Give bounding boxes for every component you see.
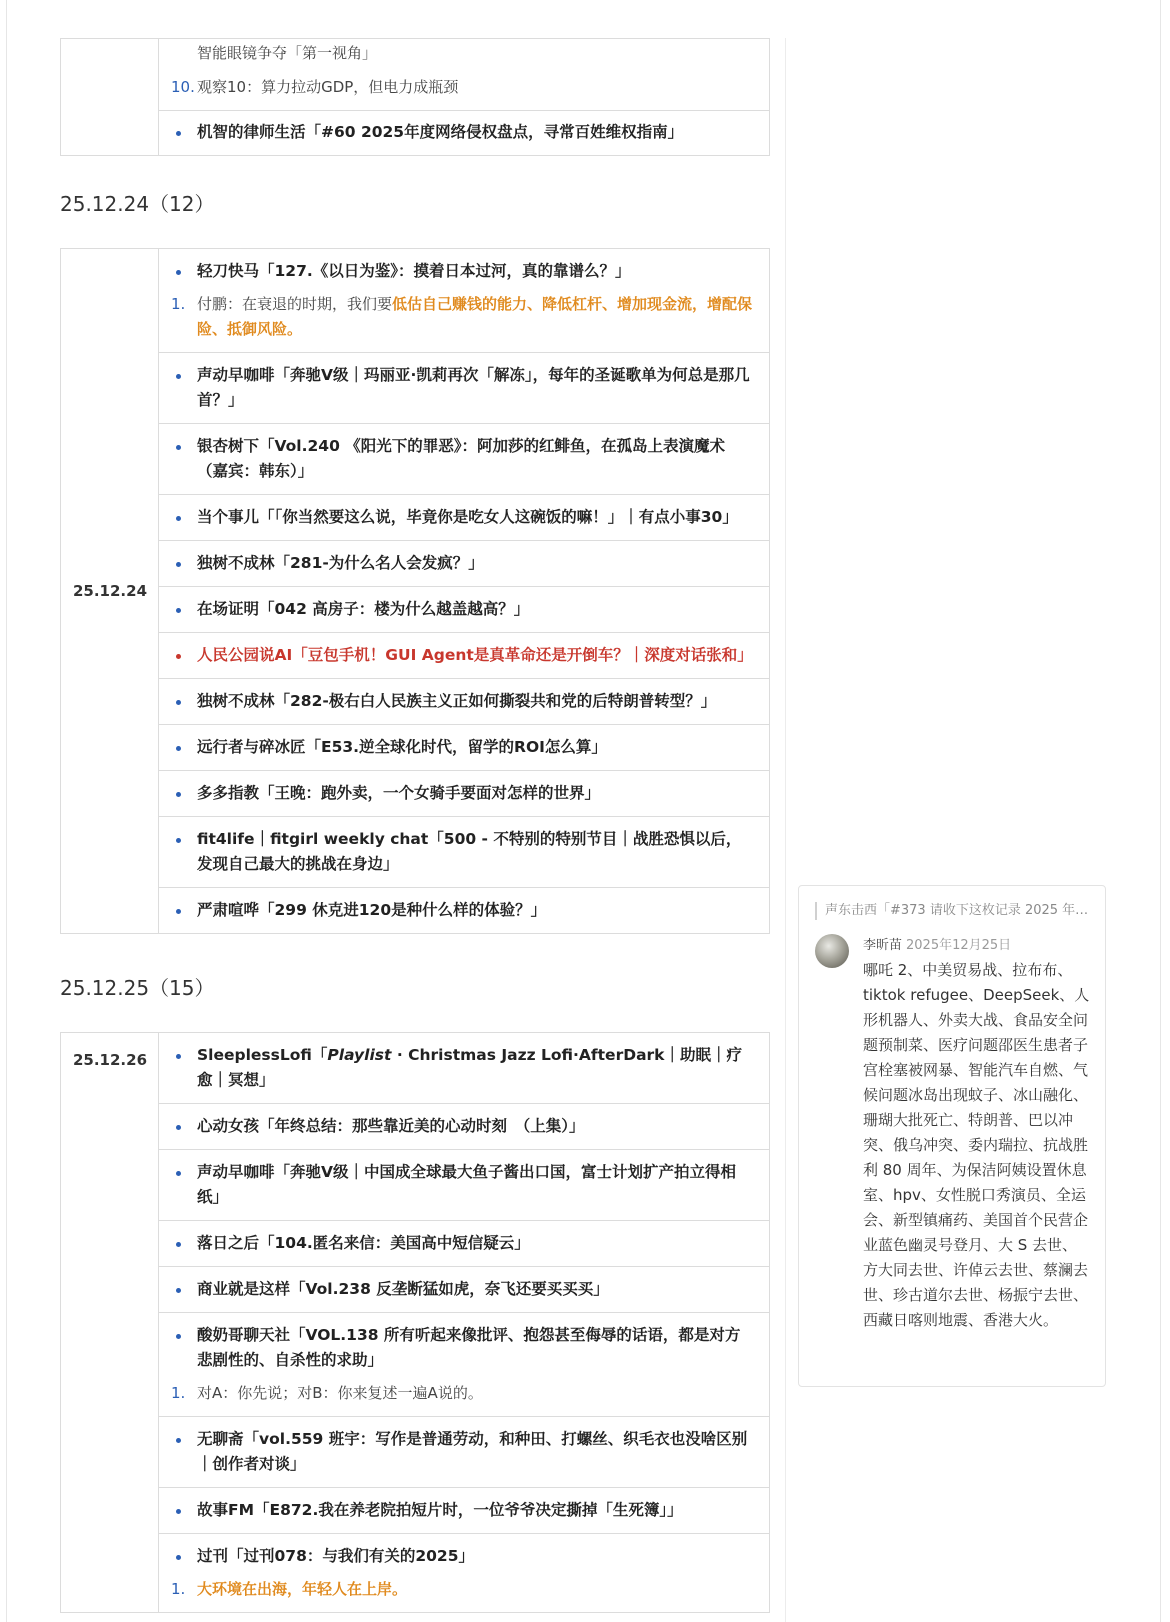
- table-row: [159, 1033, 769, 1104]
- date-column: [61, 249, 159, 933]
- bullet-icon: [176, 654, 181, 659]
- list-item-sub: [173, 41, 755, 66]
- episode-link[interactable]: [173, 1231, 755, 1256]
- table-row: [159, 1488, 769, 1534]
- episode-title: 多多指教「王晚：跑外卖，一个女骑手要面对怎样的世界」: [197, 784, 601, 802]
- table-row: [159, 587, 769, 633]
- episode-title: 心动女孩「年终总结：那些靠近美的心动时刻 （上集）」: [197, 1117, 585, 1135]
- table-row: [159, 1534, 769, 1612]
- episode-link[interactable]: [173, 1043, 755, 1093]
- table-row: [159, 39, 769, 111]
- sub-text: 对A：你先说；对B：你来复述一遍A说的。: [197, 1384, 483, 1402]
- date-label: 25.12.26: [72, 1051, 148, 1069]
- table-row: [159, 495, 769, 541]
- sub-text: 观察10：算力拉动GDP，但电力成瓶颈: [197, 78, 459, 96]
- table-row: [159, 1221, 769, 1267]
- bullet-icon: [176, 746, 181, 751]
- episode-link[interactable]: [173, 1498, 755, 1523]
- table-row: [159, 353, 769, 424]
- page-edge-left: [6, 0, 7, 1622]
- playlist-emphasis: Playlist: [327, 1046, 392, 1064]
- sub-number: 10.: [171, 78, 195, 96]
- comment-body: 哪吒 2、中美贸易战、拉布布、tiktok refugee、DeepSeek、人形机器人、外卖大战、食品安全问题预制菜、医疗问题邵医生患者子宫栓塞被网暴、智能汽车自燃、气候问题冰岛出现蚊子、冰山融化、珊瑚大批死亡、特朗普、巴以冲突、俄乌冲突、委内瑞拉、抗战胜利 80 周年、为保洁阿姨设置休息室、hpv、女性脱口秀演员、全运会、新型镇痛药、美国首个民营企业蓝色幽灵号登月、大 S 去世、方大同去世、许倬云去世、蔡澜去世、珍古道尔去世、杨振宁去世、西藏日喀则地震、香港大火。: [863, 961, 1090, 1329]
- table-row: [159, 725, 769, 771]
- episode-title: 独树不成林「282-极右白人民族主义正如何撕裂共和党的后特朗普转型？」: [197, 692, 717, 710]
- section-heading: 25.12.24（12）: [60, 192, 215, 216]
- episode-title: 商业就是这样「Vol.238 反垄断猛如虎，奈飞还要买买买」: [197, 1280, 609, 1298]
- bullet-icon: [176, 838, 181, 843]
- bullet-icon: [176, 374, 181, 379]
- episode-link[interactable]: [173, 597, 755, 622]
- table-row: [159, 249, 769, 353]
- episode-link[interactable]: [173, 1114, 755, 1139]
- list-item-sub: [173, 1577, 755, 1602]
- episode-link[interactable]: [173, 120, 755, 145]
- episode-link[interactable]: [173, 827, 755, 877]
- bullet-icon: [176, 516, 181, 521]
- bullet-icon: [176, 1334, 181, 1339]
- sub-text: 付鹏：在衰退的时期，我们要: [197, 295, 393, 313]
- episode-link[interactable]: [173, 1544, 755, 1569]
- episode-link[interactable]: [173, 434, 755, 484]
- comment-card: [798, 885, 1106, 1387]
- episode-link[interactable]: [173, 1160, 755, 1210]
- episode-title: 无聊斋「vol.559 班宇：写作是普通劳动，和种田、打螺丝、织毛衣也没啥区别｜创作者对谈」: [197, 1430, 748, 1473]
- bullet-icon: [176, 445, 181, 450]
- sub-number: 1.: [171, 1384, 186, 1402]
- sub-number: 1.: [171, 295, 186, 313]
- list-item-sub: [173, 75, 755, 100]
- bullet-icon: [176, 909, 181, 914]
- table-row: [159, 633, 769, 679]
- episode-title: SleeplessLofi「Playlist · Christmas Jazz Lofi·AfterDark｜助眠｜疗愈｜冥想」: [197, 1046, 742, 1089]
- bullet-icon: [176, 1438, 181, 1443]
- table-row: [159, 771, 769, 817]
- table-row: [159, 888, 769, 933]
- episode-link[interactable]: [173, 643, 755, 668]
- episode-title: 机智的律师生活「#60 2025年度网络侵权盘点，寻常百姓维权指南」: [197, 123, 684, 141]
- table-row: [159, 541, 769, 587]
- sub-highlight: 大环境在出海，年轻人在上岸。: [197, 1580, 408, 1598]
- quoted-episode[interactable]: 声东击西「#373 请收下这枚记录 2025 年…: [815, 902, 1095, 920]
- bullet-icon: [176, 608, 181, 613]
- page-edge-right: [1160, 0, 1161, 1622]
- table-section-1: [60, 248, 770, 934]
- episode-link[interactable]: [173, 551, 755, 576]
- episode-link[interactable]: [173, 259, 755, 284]
- table-row: [159, 817, 769, 888]
- episode-link[interactable]: [173, 1427, 755, 1477]
- bullet-icon: [176, 700, 181, 705]
- episode-link[interactable]: [173, 505, 755, 530]
- list-item-sub: [173, 1381, 755, 1406]
- bullet-icon: [176, 1054, 181, 1059]
- episode-title: 远行者与碎冰匠「E53.逆全球化时代，留学的ROI怎么算」: [197, 738, 607, 756]
- table-row: [159, 1417, 769, 1488]
- table-row: [159, 1150, 769, 1221]
- column-divider: [785, 38, 786, 1622]
- avatar[interactable]: [815, 934, 849, 968]
- episode-link[interactable]: [173, 363, 755, 413]
- episode-title: 人民公园说AI「豆包手机！GUI Agent是真革命还是开倒车？｜深度对话张和」: [197, 646, 753, 664]
- table-row: [159, 1104, 769, 1150]
- episode-title: 在场证明「042 高房子：楼为什么越盖越高？」: [197, 600, 530, 618]
- bullet-icon: [176, 1125, 181, 1130]
- episode-title: 声动早咖啡「奔驰V级｜中国成全球最大鱼子酱出口国，富士计划扩产拍立得相纸」: [197, 1163, 736, 1206]
- sub-text: 智能眼镜争夺「第一视角」: [197, 44, 378, 62]
- comment-author[interactable]: 李昕苗: [863, 938, 903, 953]
- bullet-icon: [176, 131, 181, 136]
- episode-title: 故事FM「E872.我在养老院拍短片时，一位爷爷决定撕掉「生死簿」」: [197, 1501, 683, 1519]
- episode-title: 当个事儿「「你当然要这么说，毕竟你是吃女人这碗饭的嘛！」｜有点小事30」: [197, 508, 738, 526]
- episode-link[interactable]: [173, 1323, 755, 1373]
- bullet-icon: [176, 1555, 181, 1560]
- section-heading: 25.12.25（15）: [60, 976, 215, 1000]
- table-row: [159, 111, 769, 156]
- bullet-icon: [176, 1242, 181, 1247]
- comment-meta: [863, 934, 1011, 953]
- date-label: 25.12.24: [72, 582, 148, 600]
- episode-link[interactable]: [173, 898, 755, 923]
- bullet-icon: [176, 270, 181, 275]
- date-column: [61, 39, 159, 155]
- episode-link[interactable]: [173, 1277, 755, 1302]
- table-row: [159, 1267, 769, 1313]
- bullet-icon: [176, 792, 181, 797]
- episode-title: 酸奶哥聊天社「VOL.138 所有听起来像批评、抱怨甚至侮辱的话语，都是对方悲剧性的、自杀性的求助」: [197, 1326, 741, 1369]
- table-row: [159, 1313, 769, 1417]
- episode-link[interactable]: [173, 689, 755, 714]
- table-row: [159, 679, 769, 725]
- episode-link[interactable]: [173, 781, 755, 806]
- table-rows: [159, 39, 769, 156]
- episode-title: 声动早咖啡「奔驰V级｜玛丽亚·凯莉再次「解冻」，每年的圣诞歌单为何总是那几首？」: [197, 366, 750, 409]
- episode-title: 轻刀快马「127.《以日为鉴》：摸着日本过河，真的靠谱么？」: [197, 262, 631, 280]
- bullet-icon: [176, 1509, 181, 1514]
- table-row: [159, 424, 769, 495]
- table-section-2: [60, 1032, 770, 1613]
- sub-number: 1.: [171, 1580, 186, 1598]
- table-rows: [159, 249, 769, 933]
- episode-title: 独树不成林「281-为什么名人会发疯？」: [197, 554, 484, 572]
- bullet-icon: [176, 1288, 181, 1293]
- bullet-icon: [176, 562, 181, 567]
- sub-highlight: 低估自己赚钱的能力、降低杠杆、增加现金流，增配保险、抵御风险。: [197, 295, 753, 338]
- table-top: [60, 38, 770, 156]
- episode-title: fit4life｜fitgirl weekly chat「500 - 不特别的特别节目｜战胜恐惧以后，发现自己最大的挑战在身边」: [197, 830, 742, 873]
- episode-title: 严肃喧哗「299 休克进120是种什么样的体验？」: [197, 901, 547, 919]
- table-rows: [159, 1033, 769, 1612]
- date-column: [61, 1033, 159, 1612]
- episode-title: 落日之后「104.匿名来信：美国高中短信疑云」: [197, 1234, 530, 1252]
- episode-title: 过刊「过刊078：与我们有关的2025」: [197, 1547, 474, 1565]
- episode-link[interactable]: [173, 735, 755, 760]
- episode-title: 银杏树下「Vol.240 《阳光下的罪恶》：阿加莎的红鲱鱼，在孤岛上表演魔术（嘉宾：韩东）」: [197, 437, 726, 480]
- comment-date: 2025年12月25日: [906, 938, 1012, 953]
- bullet-icon: [176, 1171, 181, 1176]
- list-item-sub: [173, 292, 755, 342]
